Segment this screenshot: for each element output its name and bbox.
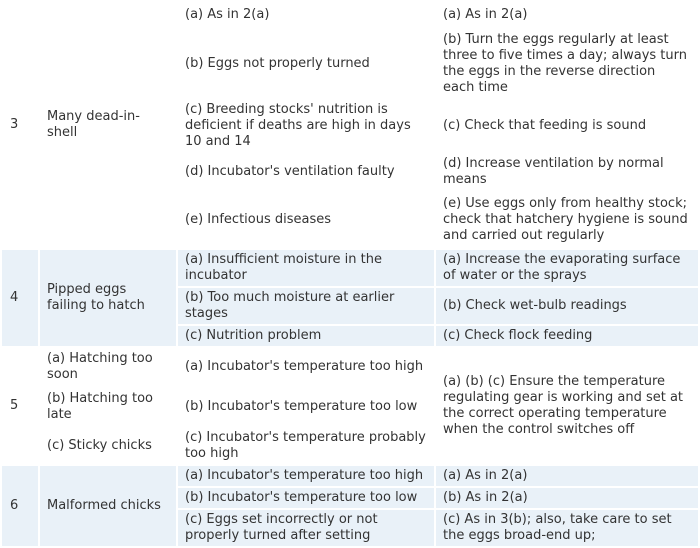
remedy-cell: (a) As in 2(a) [436,466,698,486]
cause-cell: (a) Incubator's temperature too high [178,466,434,486]
cause-cell: (c) Incubator's temperature probably too high [185,430,426,461]
problem-cell: Malformed chicks [40,466,176,546]
problem-cell: (c) Sticky chicks [47,438,152,453]
cause-cell: (c) Breeding stocks' nutrition is deficient if deaths are high in days 10 and 14 [185,102,411,149]
remedy-cell: (a) Increase the evaporating surface of water or the sprays [436,250,698,286]
remedy-cell: (c) As in 3(b); also, take care to set the eggs broad-end up; [436,510,698,546]
cause-cell: (b) Incubator's temperature too low [185,399,418,414]
remedy-cell: (c) Check flock feeding [436,326,698,346]
remedy-cell: (b) Turn the eggs regularly at least three to five times a day; always turn the eggs in the reverse direction each time [443,32,687,95]
table-row [2,466,698,486]
remedy-cell: (a) As in 2(a) [443,7,528,22]
item-number: 5 [10,398,19,413]
cause-cell: (b) Eggs not properly turned [185,56,370,71]
problem-cell: (b) Hatching too late [47,391,153,422]
remedy-cell: (a) (b) (c) Ensure the temperature regulating gear is working and set at the correct operating temperature when the control switches off [443,374,684,437]
remedy-cell: (c) Check that feeding is sound [443,118,647,133]
table-row [2,250,698,286]
cause-cell: (b) Too much moisture at earlier stages [178,288,434,324]
item-number: 6 [2,466,38,546]
cause-cell: (a) Incubator's temperature too high [185,359,424,374]
table-row [2,348,698,386]
problem-cell: (a) Hatching too soon [47,351,153,382]
item-number: 3 [10,117,19,132]
remedy-cell: (e) Use eggs only from healthy stock; check that hatchery hygiene is sound and carried out regularly [443,196,688,243]
cause-cell: (b) Incubator's temperature too low [178,488,434,508]
remedy-cell: (b) Check wet-bulb readings [436,288,698,324]
item-number: 4 [2,250,38,346]
cause-cell: (a) As in 2(a) [185,7,270,22]
problem-cell: Many dead-in-shell [47,109,140,140]
remedy-cell: (b) As in 2(a) [436,488,698,508]
cause-cell: (d) Incubator's ventilation faulty [185,164,395,179]
cause-cell: (a) Insufficient moisture in the incubator [178,250,434,286]
table-row [2,2,698,28]
cause-cell: (c) Nutrition problem [178,326,434,346]
cause-cell: (e) Infectious diseases [185,212,332,227]
problem-cell: Pipped eggs failing to hatch [40,250,176,346]
remedy-cell: (d) Increase ventilation by normal means [443,156,664,187]
cause-cell: (c) Eggs set incorrectly or not properly turned after setting [178,510,434,546]
